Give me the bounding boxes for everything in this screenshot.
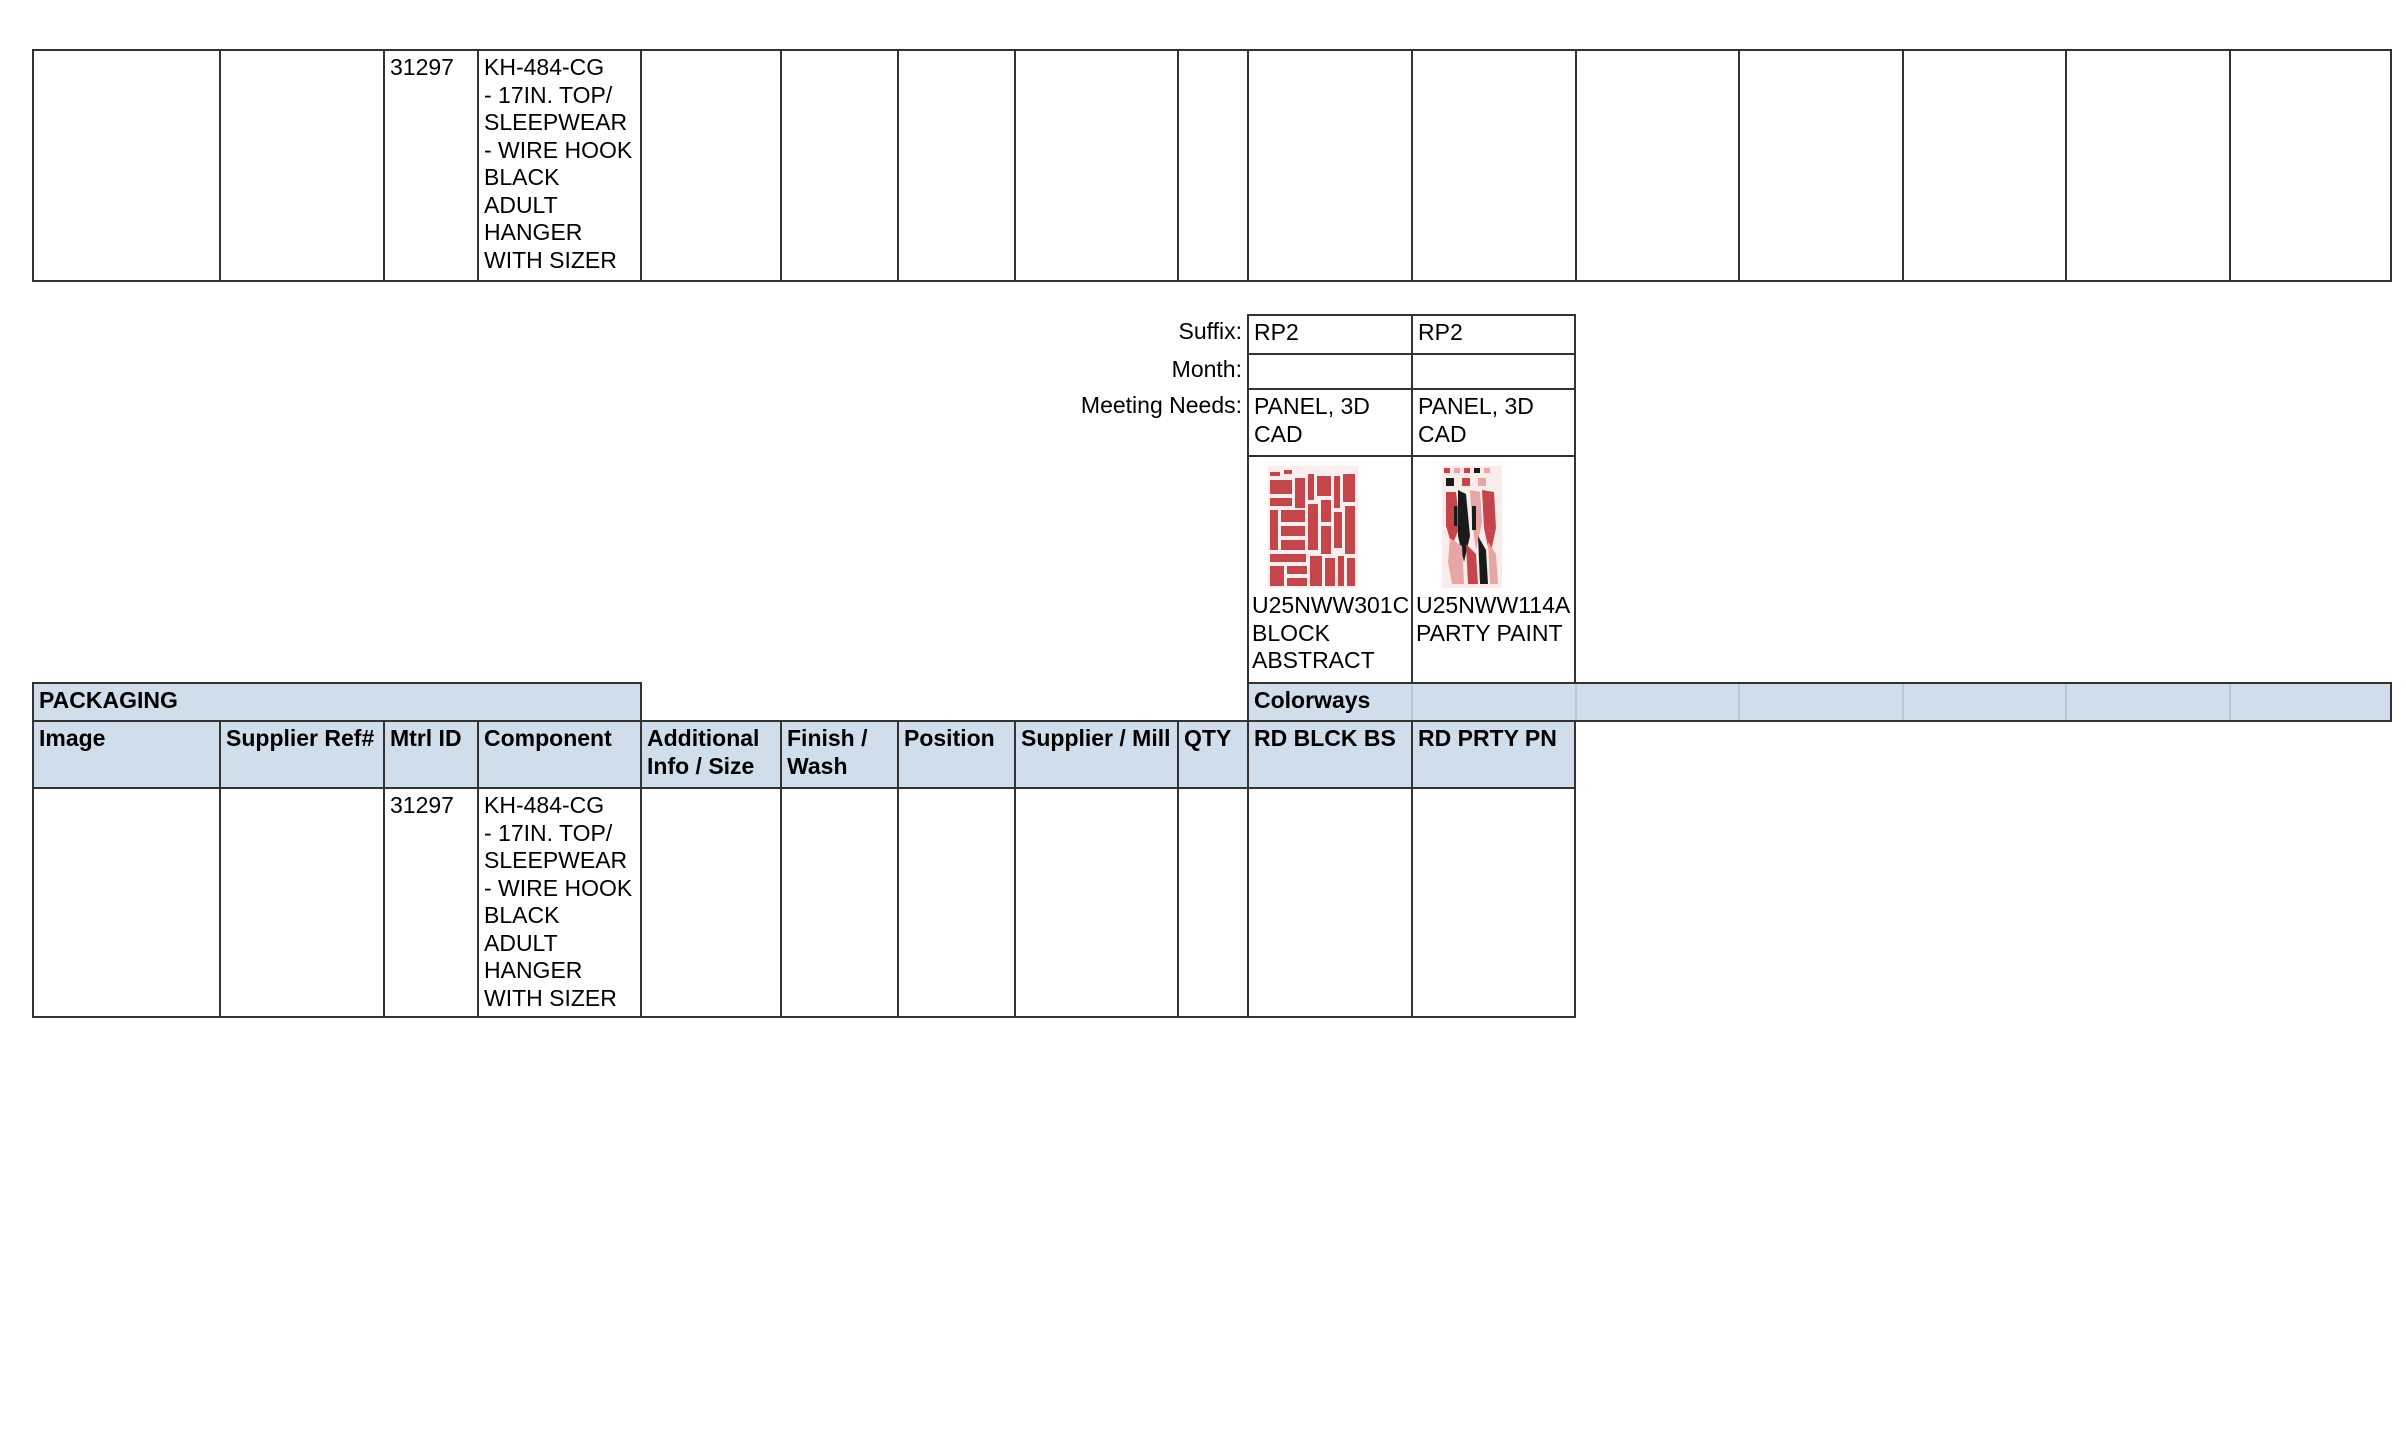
row-cell-position [897, 787, 1016, 1018]
top-cell-colorway-3 [1575, 49, 1740, 282]
block-abstract-swatch-icon [1268, 466, 1358, 588]
suffix-value-2: RP2 [1411, 314, 1576, 355]
meeting-needs-label: Meeting Needs: [1080, 392, 1242, 418]
header-image: Image [32, 720, 221, 789]
colorways-divider [2065, 684, 2067, 720]
colorways-divider [1411, 684, 1413, 720]
artwork-code-2: U25NWW114A PARTY PAINT [1416, 592, 1571, 646]
top-cell-qty [1177, 49, 1249, 282]
row-cell-qty [1177, 787, 1249, 1018]
top-cell-colorway-7 [2229, 49, 2392, 282]
header-component: Component [477, 720, 642, 789]
header-colorway-rd-prty-pn: RD PRTY PN [1411, 720, 1576, 789]
header-colorway-rd-blck-bs: RD BLCK BS [1247, 720, 1413, 789]
top-cell-finish [780, 49, 899, 282]
top-cell-image [32, 49, 221, 282]
colorways-divider [1575, 684, 1577, 720]
header-mtrl-id: Mtrl ID [383, 720, 479, 789]
month-value-2 [1411, 353, 1576, 390]
header-finish-wash: Finish / Wash [780, 720, 899, 789]
row-cell-image [32, 787, 221, 1018]
month-label: Month: [1171, 356, 1242, 382]
row-cell-additional-info [640, 787, 782, 1018]
row-cell-supplier-ref [219, 787, 385, 1018]
top-cell-position [897, 49, 1016, 282]
colorways-title: Colorways [1247, 682, 2392, 722]
row-cell-mtrl-id: 31297 [383, 787, 479, 1018]
top-cell-colorway-2 [1411, 49, 1577, 282]
top-cell-additional-info [640, 49, 782, 282]
top-cell-supplier-ref [219, 49, 385, 282]
header-position: Position [897, 720, 1016, 789]
header-supplier-ref: Supplier Ref# [219, 720, 385, 789]
row-cell-supplier-mill [1014, 787, 1179, 1018]
suffix-value-1: RP2 [1247, 314, 1413, 355]
party-paint-swatch-icon [1442, 466, 1502, 588]
header-additional-info: Additional Info / Size [640, 720, 782, 789]
row-cell-component: KH-484-CG - 17IN. TOP/ SLEEPWEAR - WIRE HOOK BLACK ADULT HANGER WITH SIZER [477, 787, 642, 1018]
artwork-code-1: U25NWW301C BLOCK ABSTRACT [1252, 592, 1410, 673]
row-cell-finish [780, 787, 899, 1018]
meeting-needs-value-1: PANEL, 3D CAD [1247, 388, 1413, 457]
meeting-needs-value-2: PANEL, 3D CAD [1411, 388, 1576, 457]
top-cell-colorway-6 [2065, 49, 2231, 282]
suffix-label: Suffix: [1178, 318, 1242, 344]
top-cell-colorway-5 [1902, 49, 2067, 282]
row-cell-colorway-1 [1247, 787, 1413, 1018]
colorways-divider [2229, 684, 2231, 720]
colorways-divider [1902, 684, 1904, 720]
header-qty: QTY [1177, 720, 1249, 789]
header-supplier-mill: Supplier / Mill [1014, 720, 1179, 789]
top-cell-mtrl-id: 31297 [383, 49, 479, 282]
month-value-1 [1247, 353, 1413, 390]
top-cell-colorway-1 [1247, 49, 1413, 282]
colorways-divider [1738, 684, 1740, 720]
top-cell-supplier-mill [1014, 49, 1179, 282]
row-cell-colorway-2 [1411, 787, 1576, 1018]
packaging-title: PACKAGING [32, 682, 642, 722]
top-cell-component: KH-484-CG - 17IN. TOP/ SLEEPWEAR - WIRE HOOK BLACK ADULT HANGER WITH SIZER [477, 49, 642, 282]
top-cell-colorway-4 [1738, 49, 1904, 282]
